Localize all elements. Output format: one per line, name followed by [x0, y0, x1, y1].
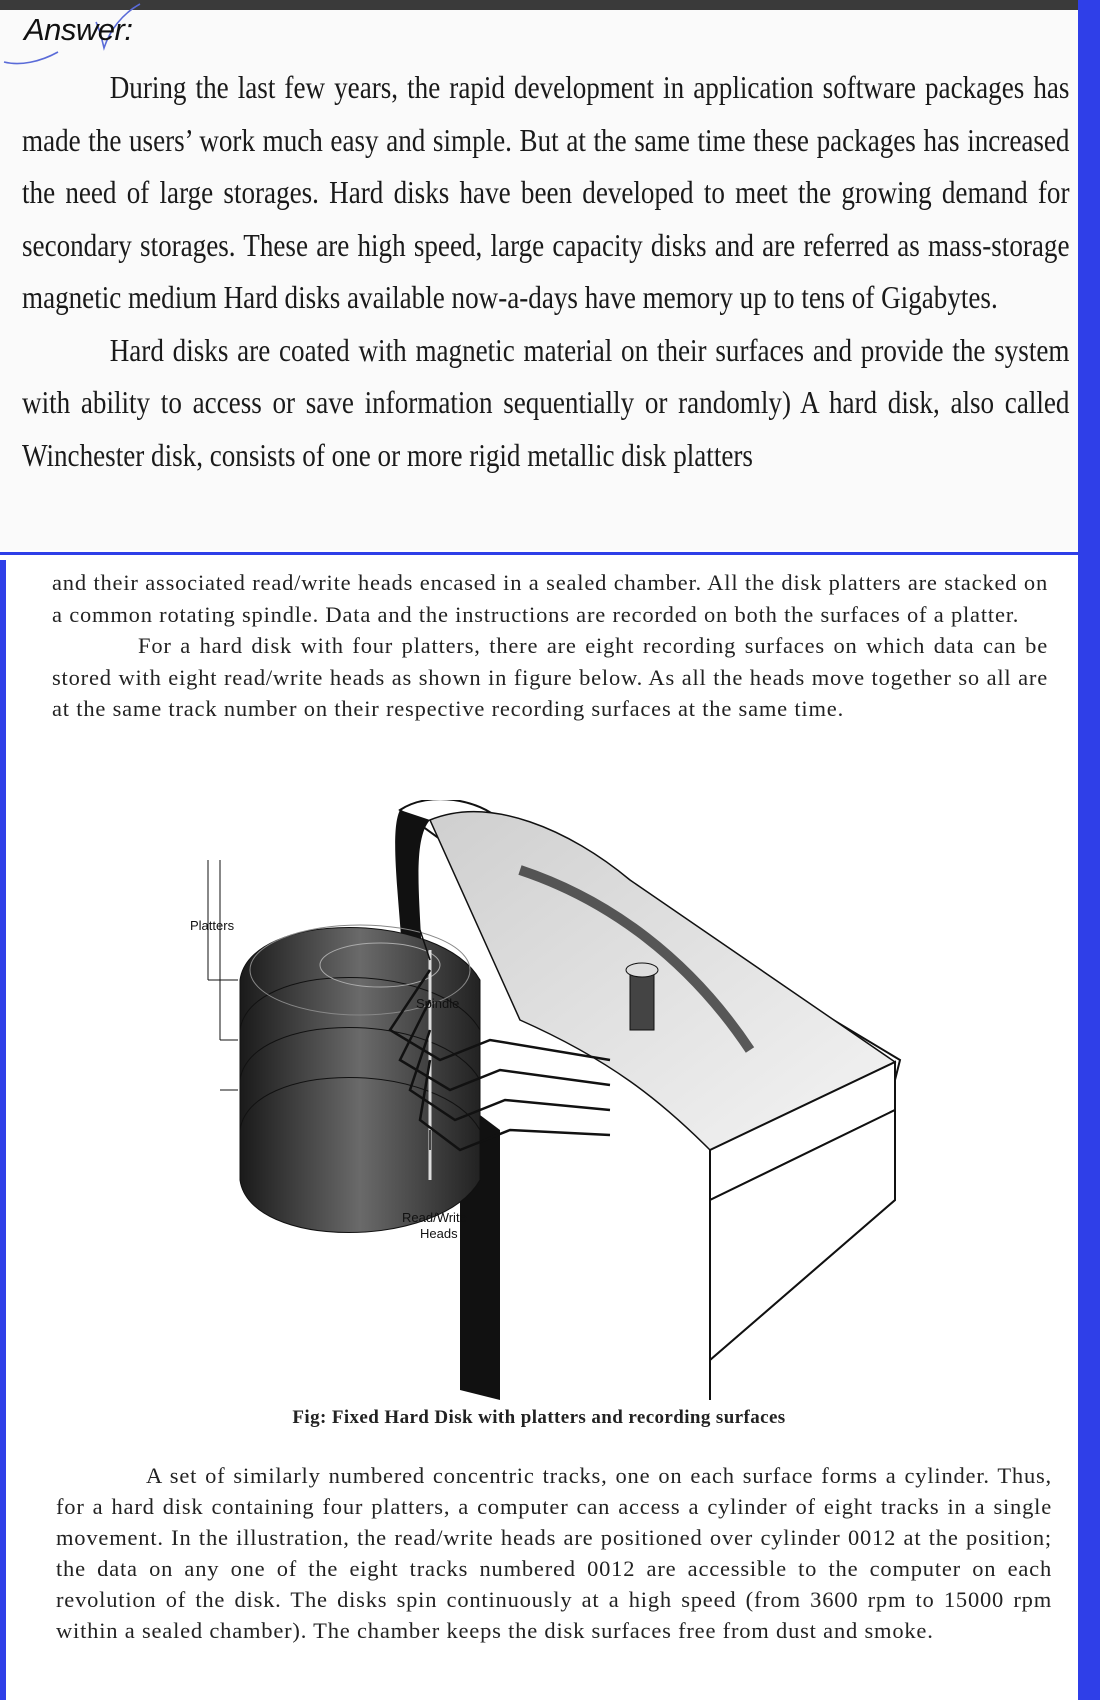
middle-text-block [52, 567, 1048, 725]
bottom-text-block [56, 1460, 1052, 1646]
figure-caption: Fig: Fixed Hard Disk with platters and recording surfaces [292, 1407, 786, 1428]
top-text-block [22, 62, 1069, 482]
section-divider [0, 552, 1078, 555]
platters-label: Platters [190, 918, 235, 933]
right-blue-edge [1078, 0, 1100, 1700]
platters-stack [240, 925, 480, 1233]
paragraph: Hard disks are coated with magnetic material on their surfaces and provide the system with ability to access or save information sequentially or randomly) A hard disk, also called Winchester disk, consists of one or more rigid metallic disk platters [22, 332, 1070, 473]
left-blue-edge [0, 560, 6, 1700]
paragraph: A set of similarly numbered concentric tracks, one on each surface forms a cylinder. Thus, for a hard disk containing four platters, a computer can access a cylinder of eight tracks in a single movement. In the illustration, the read/write heads are positioned over cylinder 0012 at the position; the data on any one of the eight tracks numbered 0012 are accessible to the computer on each revolution of the disk. The disks spin continuously at a high speed (from 3600 rpm to 15000 rpm within a sealed chamber). The chamber keeps the disk surfaces free from dust and smoke. [56, 1463, 1052, 1643]
hard-disk-figure [190, 800, 910, 1400]
rw-heads-label-2: Heads [420, 1226, 458, 1241]
spindle-label: Spindle [416, 996, 460, 1011]
answer-heading: Answer: [24, 12, 133, 47]
rw-heads-label-1: Read/Write [402, 1210, 467, 1225]
paragraph: For a hard disk with four platters, there are eight recording surfaces on which data can be stored with eight read/write heads as shown in figure below. As all the heads move together so all are at the same track number on their respective recording surfaces at the same time. [52, 633, 1048, 721]
paragraph: During the last few years, the rapid development in application software packages has made the users’ work much easy and simple. But at the same time these packages has increased the need of large storages. Hard disks have been developed to meet the growing demand for secondary storages. These are high speed, large capacity disks and are referred as mass-storage magnetic medium Hard disks available now-a-days have memory up to tens of Gigabytes. [22, 70, 1070, 315]
paragraph: and their associated read/write heads encased in a sealed chamber. All the disk platters are stacked on a common rotating spindle. Data and the instructions are recorded on both the surfaces of a platter. [52, 570, 1048, 627]
hard-disk-illustration [190, 800, 910, 1400]
top-scan-strip [0, 0, 1078, 10]
